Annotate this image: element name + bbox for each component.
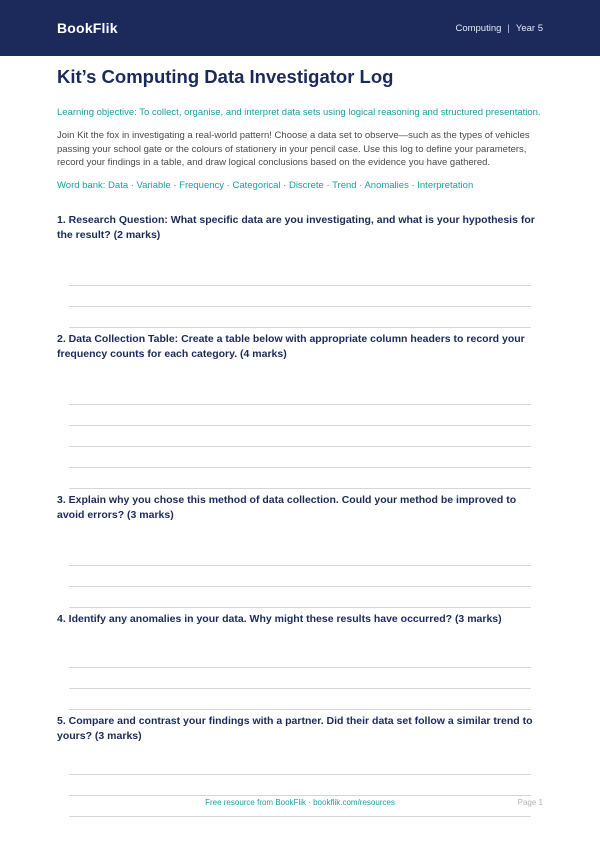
- page-footer: [0, 798, 600, 818]
- question-4: 4. Identify any anomalies in your data. Why might these results have occurred? (3 marks): [57, 612, 502, 625]
- answer-area-1[interactable]: [69, 265, 531, 328]
- answer-line[interactable]: [69, 689, 531, 710]
- answer-line[interactable]: [69, 668, 531, 689]
- intro-paragraph: Join Kit the fox in investigating a real-world pattern! Choose a data set to observe—such as the types of vehicles passing your school gate or the colours of stationery in your pencil case. Use this log to define your parameters, record your findings in a table, and draw logical conclusions based on the evidence you have gathered.: [57, 130, 530, 169]
- answer-line[interactable]: [69, 426, 531, 447]
- brand-logo: BookFlik: [57, 20, 118, 36]
- subject-label: Computing: [455, 22, 502, 34]
- answer-line[interactable]: [69, 647, 531, 668]
- page-header: [0, 0, 600, 56]
- year-label: Year 5: [515, 22, 543, 34]
- answer-line[interactable]: [69, 545, 531, 566]
- answer-line[interactable]: [69, 566, 531, 587]
- footer-resource-link[interactable]: Free resource from BookFlik · bookflik.com/resources: [205, 798, 395, 807]
- answer-line[interactable]: [69, 307, 531, 328]
- word-bank: Word bank: Data · Variable · Frequency · Categorical · Discrete · Trend · Anomalies · Interpretation: [57, 179, 474, 191]
- answer-line[interactable]: [69, 265, 531, 286]
- answer-line[interactable]: [69, 587, 531, 608]
- question-5: 5. Compare and contrast your findings with a partner. Did their data set follow a similar trend to yours? (3 marks): [57, 714, 533, 742]
- answer-area-4[interactable]: [69, 647, 531, 710]
- worksheet-body: [0, 66, 600, 817]
- answer-area-3[interactable]: [69, 545, 531, 608]
- answer-line[interactable]: [69, 775, 531, 796]
- answer-line[interactable]: [69, 405, 531, 426]
- answer-line[interactable]: [69, 447, 531, 468]
- question-2: 2. Data Collection Table: Create a table below with appropriate column headers to record your frequency counts for each category. (4 marks): [57, 332, 525, 360]
- question-3: 3. Explain why you chose this method of data collection. Could your method be improved to avoid errors? (3 marks): [57, 493, 517, 521]
- page-number: Page 1: [517, 798, 543, 807]
- answer-line[interactable]: [69, 286, 531, 307]
- answer-area-2[interactable]: [69, 384, 531, 489]
- answer-line[interactable]: [69, 468, 531, 489]
- answer-line[interactable]: [69, 754, 531, 775]
- page-title: Kit’s Computing Data Investigator Log: [57, 66, 394, 87]
- answer-line[interactable]: [69, 384, 531, 405]
- learning-objective: Learning objective: To collect, organise, and interpret data sets using logical reasoning and structured presentation.: [57, 107, 541, 119]
- header-meta: [455, 23, 543, 34]
- meta-separator: |: [507, 22, 510, 34]
- question-1: 1. Research Question: What specific data are you investigating, and what is your hypothesis for the result? (2 marks): [57, 213, 535, 241]
